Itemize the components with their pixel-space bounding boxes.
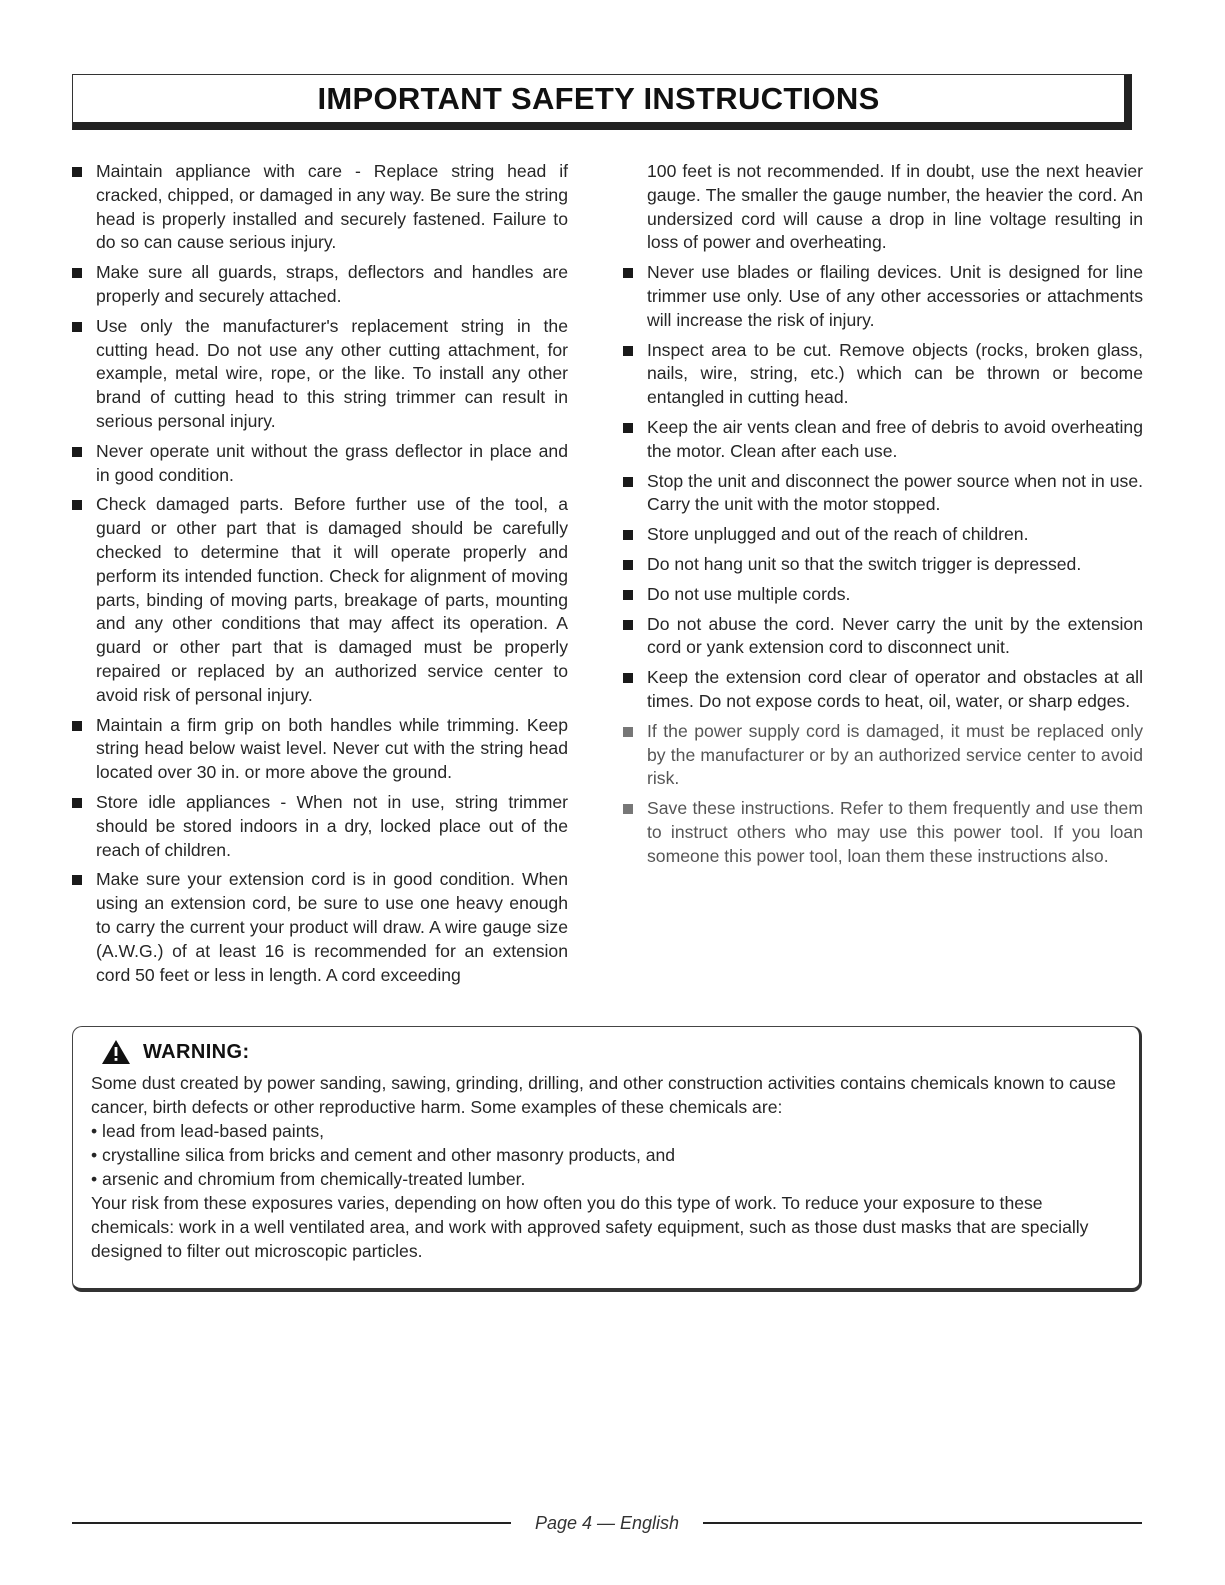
square-bullet-icon (72, 500, 82, 510)
page-footer (72, 1508, 1142, 1538)
warning-intro: Some dust created by power sanding, sawing, grinding, drilling, and other construction activities contains chemicals known to cause cancer, birth defects or other reproductive harm. Some examples of these chemicals are: (91, 1073, 1116, 1117)
square-bullet-icon (72, 875, 82, 885)
list-item: Never use blades or flailing devices. Unit is designed for line trimmer use only. Use of any other accessories or attachments will increase the risk of injury. (623, 261, 1143, 332)
warning-list (91, 1119, 1121, 1191)
warning-header (101, 1039, 1121, 1065)
square-bullet-icon (72, 322, 82, 332)
list-item: Check damaged parts. Before further use of the tool, a guard or other part that is damaged should be carefully checked to determine that it will operate properly and perform its intended function. Check for alignment of moving parts, binding of moving parts, breakage of parts, mounting and any other conditions that may affect its operation. A guard or other part that is damaged must be properly repaired or replaced by an authorized service center to avoid risk of personal injury. (72, 493, 568, 707)
list-item: • crystalline silica from bricks and cement and other masonry products, and (91, 1145, 676, 1165)
list-item: If the power supply cord is damaged, it must be replaced only by the manufacturer or by an authorized service center to avoid risk. (623, 720, 1143, 791)
square-bullet-icon (623, 530, 633, 540)
warning-triangle-icon (101, 1039, 131, 1065)
list-item: Keep the extension cord clear of operator and obstacles at all times. Do not expose cords to heat, oil, water, or sharp edges. (623, 666, 1143, 714)
warning-outro: Your risk from these exposures varies, depending on how often you do this type of work. To reduce your exposure to these chemicals: work in a well ventilated area, and work with approved safety equipment, such as those dust masks that are specially designed to filter out microscopic particles. (91, 1193, 1089, 1261)
square-bullet-icon (623, 620, 633, 630)
square-bullet-icon (72, 268, 82, 278)
continued-paragraph: 100 feet is not recommended. If in doubt, use the next heavier gauge. The smaller the gauge number, the heavier the cord. An undersized cord will cause a drop in line voltage resulting in loss of power and overheating. (647, 161, 1143, 253)
footer-rule-left (72, 1522, 511, 1524)
list-item: Make sure all guards, straps, deflectors and handles are properly and securely attached. (72, 261, 568, 309)
square-bullet-icon (623, 346, 633, 356)
list-item: Maintain appliance with care - Replace string head if cracked, chipped, or damaged in any way. Be sure the string head is properly installed and securely fastened. Failure to do so can cause serious injury. (72, 160, 568, 255)
list-item: Store idle appliances - When not in use, string trimmer should be stored indoors in a dry, locked place out of the reach of children. (72, 791, 568, 862)
list-item: Store unplugged and out of the reach of children. (623, 523, 1143, 547)
warning-box (72, 1026, 1142, 1292)
list-item: Inspect area to be cut. Remove objects (rocks, broken glass, nails, wire, string, etc.) which can be thrown or become entangled in cutting head. (623, 339, 1143, 410)
right-column (623, 160, 1143, 875)
square-bullet-icon (72, 167, 82, 177)
warning-heading: WARNING: (143, 1040, 250, 1063)
square-bullet-icon (623, 727, 633, 737)
title-banner (72, 74, 1132, 130)
square-bullet-icon (623, 673, 633, 683)
square-bullet-icon (72, 721, 82, 731)
list-item: Do not hang unit so that the switch trigger is depressed. (623, 553, 1143, 577)
square-bullet-icon (623, 590, 633, 600)
left-column (72, 160, 568, 993)
square-bullet-icon (623, 477, 633, 487)
list-item: Use only the manufacturer's replacement string in the cutting head. Do not use any other cutting attachment, for example, metal wire, rope, or the like. To install any other brand of cutting head to this string trimmer can result in serious personal injury. (72, 315, 568, 434)
list-item: Save these instructions. Refer to them frequently and use them to instruct others who may use this power tool. If you loan someone this power tool, loan them these instructions also. (623, 797, 1143, 868)
list-item: Keep the air vents clean and free of debris to avoid overheating the motor. Clean after each use. (623, 416, 1143, 464)
square-bullet-icon (72, 798, 82, 808)
square-bullet-icon (72, 447, 82, 457)
list-item: Stop the unit and disconnect the power source when not in use. Carry the unit with the motor stopped. (623, 470, 1143, 518)
list-item: • arsenic and chromium from chemically-treated lumber. (91, 1169, 526, 1189)
square-bullet-icon (623, 804, 633, 814)
square-bullet-icon (623, 423, 633, 433)
list-item: Never operate unit without the grass deflector in place and in good condition. (72, 440, 568, 488)
list-item: Make sure your extension cord is in good condition. When using an extension cord, be sure to use one heavy enough to carry the current your product will draw. A wire gauge size (A.W.G.) of at least 16 is recommended for an extension cord 50 feet or less in length. A cord exceeding (72, 868, 568, 987)
page-number: Page 4 — English (534, 1512, 680, 1533)
square-bullet-icon (623, 560, 633, 570)
list-item: Do not abuse the cord. Never carry the unit by the extension cord or yank extension cord to disconnect unit. (623, 613, 1143, 661)
list-item: Maintain a firm grip on both handles while trimming. Keep string head below waist level. Never cut with the string head located over 30 in. or more above the ground. (72, 714, 568, 785)
footer-rule-right (703, 1522, 1142, 1524)
list-item: Do not use multiple cords. (623, 583, 1143, 607)
page-title: IMPORTANT SAFETY INSTRUCTIONS (317, 80, 880, 116)
list-item: • lead from lead-based paints, (91, 1121, 325, 1141)
square-bullet-icon (623, 268, 633, 278)
